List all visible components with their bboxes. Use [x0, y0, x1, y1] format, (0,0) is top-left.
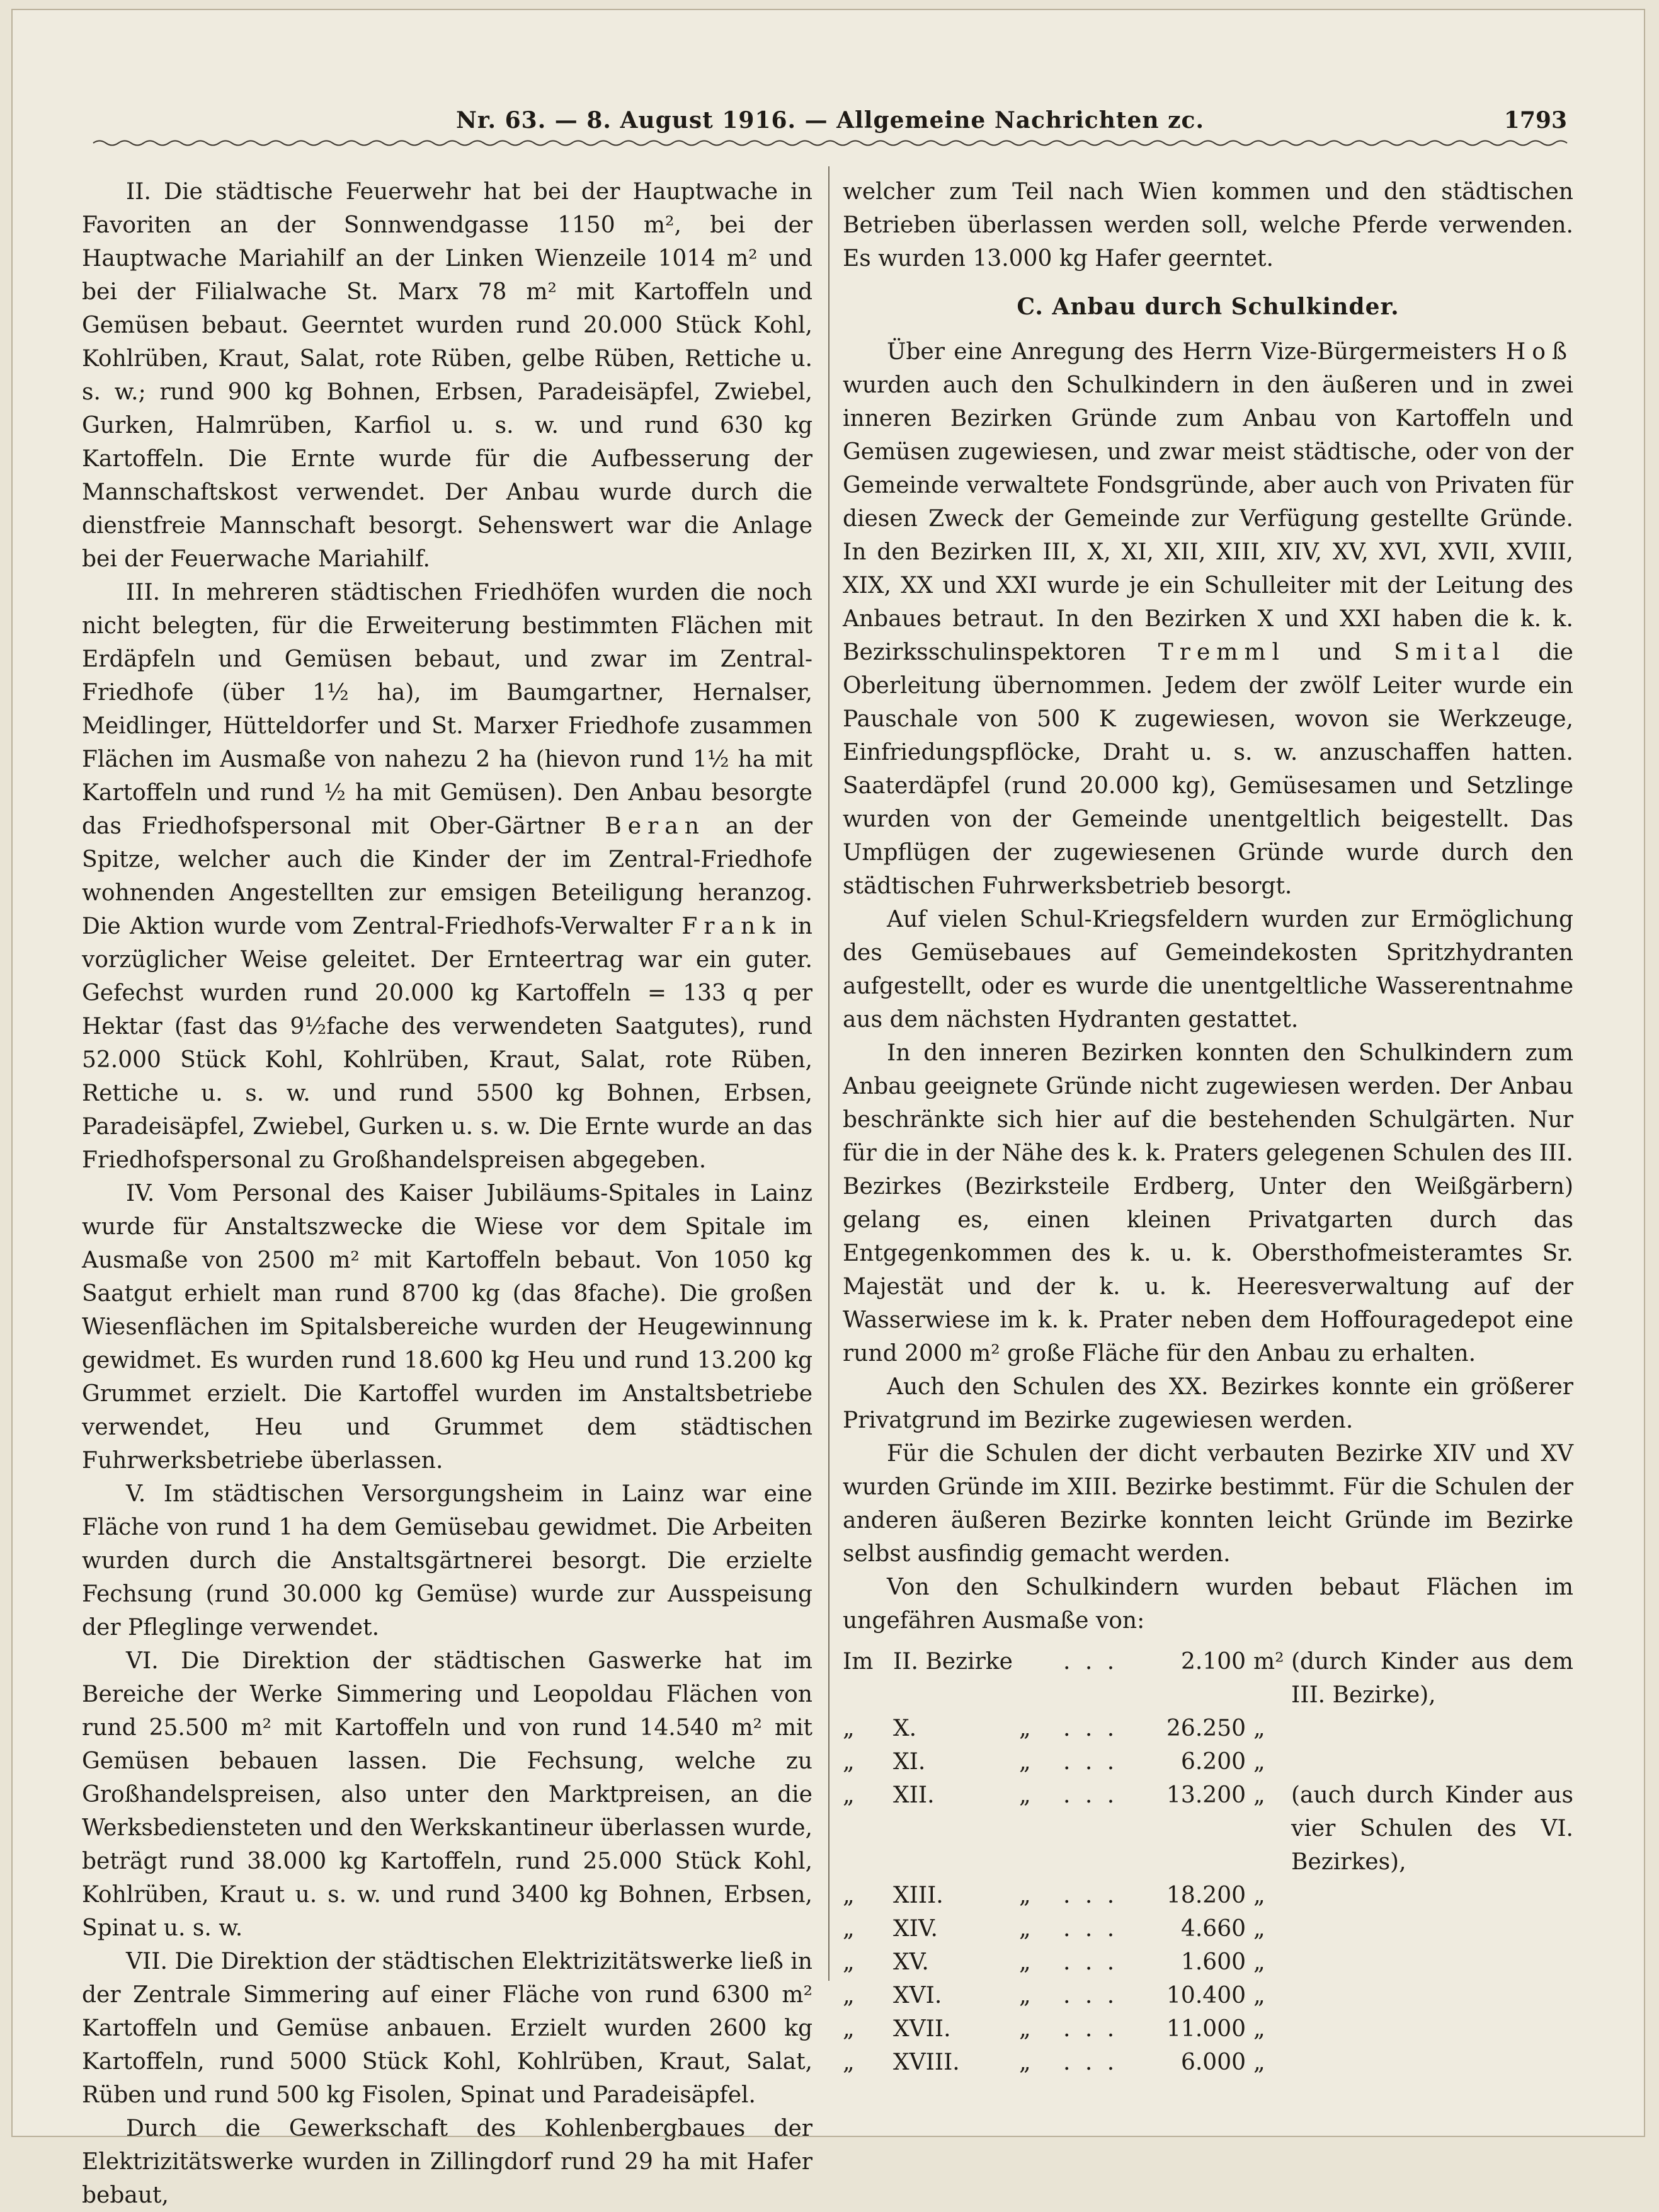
paragraph-continuation: welcher zum Teil nach Wien kommen und den städtischen Betrieben überlassen werden soll, welche Pferde verwenden. Es wurden 13.000 kg Hafer geerntet. — [843, 179, 1573, 272]
ditto-mark: „ — [1019, 1949, 1031, 1975]
district-label: XVIII. — [893, 2049, 960, 2075]
paragraph-text: die Oberleitung übernommen. Jedem der zwölf Leiter wurde ein Pauschale von 500 K zugewiesen, wovon sie Werkzeuge, Einfriedungspflöcke, Draht u. s. w. anzuschaffen hatten. Saaterdäpfel (rund 20.000 kg), Gemüsesamen und Setzlinge wurden von der Gemeinde unentgeltlich beigestellt. Das Umpflügen der zugewiesenen Gründe wurde durch den städtischen Fuhrwerksbetrieb besorgt. — [843, 639, 1573, 899]
district-label: XIII. — [893, 1882, 944, 1908]
issue-date: 8. August 1916. — [586, 107, 797, 134]
table-row — [843, 1779, 1573, 1879]
header-title-line — [93, 107, 1567, 134]
row-prefix: „ — [843, 1749, 855, 1775]
area-unit: „ — [1253, 1782, 1265, 1808]
leader-dots: . . . — [1063, 1882, 1119, 1908]
ditto-mark: „ — [1019, 1782, 1031, 1808]
row-prefix: „ — [843, 2016, 855, 2042]
person-name: Tremml — [1158, 639, 1286, 665]
leader-dots: . . . — [1063, 2016, 1119, 2042]
table-row — [843, 2046, 1573, 2079]
paragraph-power-plants: VII. Die Direktion der städtischen Elektrizitätswerke ließ in der Zentrale Simmering auf einer Fläche von rund 6300 m² Kartoffeln und Gemüse anbauen. Erzielt wurden 2600 kg Kartoffeln, rund 5000 Stück Kohl, Kohlrüben, Kraut, Salat, Rüben und rund 500 kg Fisolen, Spinat und Paradeisäpfel. — [82, 1949, 812, 2108]
area-unit: „ — [1253, 1983, 1265, 2009]
header-dash: — — [554, 107, 587, 134]
district-label: XIV. — [893, 1916, 938, 1942]
paragraph-text: und — [1318, 639, 1362, 665]
paragraph-hospital: IV. Vom Personal des Kaiser Jubiläums-Spitales in Lainz wurde für Anstaltszwecke die Wiese vor dem Spitale im Ausmaße von 2500 m² mit Kartoffeln bebaut. Von 1050 kg Saatgut erhielt man rund 8700 kg (das 8fache). Die großen Wiesenflächen im Spitalsbereiche wurden der Heugewinnung gewidmet. Es wurden rund 18.600 kg Heu und rund 13.200 kg Grummet erzielt. Die Kartoffel wurden im Anstaltsbetriebe verwendet, Heu und Grummet dem städtischen Fuhrwerksbetriebe überlassen. — [82, 1181, 812, 1474]
paragraph-text: III. In mehreren städtischen Friedhöfen wurden die noch nicht belegten, für die Erweiterung bestimmten Flächen mit Erdäpfeln und Gemüsen bebaut, und zwar im Zentral-Friedhofe (über 1½ ha), im Baumgartner, Hernalser, Meidlinger, Hütteldorfer und St. Marxer Friedhofe zusammen Flächen im Ausmaße von nahezu 2 ha (hievon rund 1½ ha mit Kartoffeln und rund ½ ha mit Gemüsen). Den Anbau besorgte das Friedhofspersonal mit Ober-Gärtner — [82, 580, 812, 839]
page-number: 1793 — [1503, 107, 1567, 134]
row-note: (durch Kinder aus dem III. Bezirke), — [1291, 1649, 1573, 1708]
leader-dots: . . . — [1063, 1649, 1119, 1675]
area-value: 18.200 — [1166, 1882, 1246, 1908]
ditto-mark: „ — [1019, 2016, 1031, 2042]
table-row — [843, 2012, 1573, 2046]
row-prefix: „ — [843, 1882, 855, 1908]
paragraph-districts-xiv-xv: Für die Schulen der dicht verbauten Bezirke XIV und XV wurden Gründe im XIII. Bezirke bestimmt. Für die Schulen der anderen äußeren Bezirke konnten leicht Gründe im Bezirke selbst ausfindig gemacht werden. — [843, 1441, 1573, 1567]
paragraph-text: wurden auch den Schulkindern in den äußeren und in zwei inneren Bezirken Gründe zum Anbau von Kartoffeln und Gemüsen zugewiesen, und zwar meist städtische, oder von der Gemeinde verwaltete Fondsgründe, aber auch von Privaten für diesen Zweck der Gemeinde zur Verfügung gestellte Gründe. In den Bezirken III, X, XI, XII, XIII, XIV, XV, XVI, XVII, XVIII, XIX, XX und XXI wurde je ein Schulleiter mit der Leitung des Anbaues betraut. In den Bezirken X und XXI haben die k. k. Bezirksschulinspektoren — [843, 372, 1573, 665]
table-row — [843, 1979, 1573, 2012]
area-unit: „ — [1253, 1916, 1265, 1942]
area-value: 10.400 — [1166, 1983, 1246, 2009]
paragraph-district-xx: Auch den Schulen des XX. Bezirkes konnte ein größerer Privatgrund im Bezirke zugewiesen werden. — [843, 1374, 1573, 1433]
table-row — [843, 1946, 1573, 1979]
district-label: XVI. — [893, 1983, 942, 2009]
table-row — [843, 1745, 1573, 1779]
row-prefix: „ — [843, 1949, 855, 1975]
header-dash: — — [804, 107, 837, 134]
paragraph-fire-brigade: II. Die städtische Feuerwehr hat bei der Hauptwache in Favoriten an der Sonnwendgasse 1150 m², bei der Hauptwache Mariahilf an der Linken Wienzeile 1014 m² und bei der Filialwache St. Marx 78 m² mit Kartoffeln und Gemüsen bebaut. Geerntet wurden rund 20.000 Stück Kohl, Kohlrüben, Kraut, Salat, rote Rüben, gelbe Rüben, Rettiche u. s. w.; rund 900 kg Bohnen, Erbsen, Paradeisäpfel, Zwiebel, Gurken, Halmrüben, Karfiol u. s. w. und rund 630 kg Kartoffeln. Die Ernte wurde für die Aufbesserung der Mannschaftskost verwendet. Der Anbau wurde durch die dienstfreie Mannschaft besorgt. Sehenswert war die Anlage bei der Feuerwache Mariahilf. — [82, 179, 812, 572]
leader-dots: . . . — [1063, 1716, 1119, 1741]
area-value: 2.100 — [1180, 1649, 1246, 1675]
paragraph-schoolchildren — [843, 335, 1573, 903]
leader-dots: . . . — [1063, 1983, 1119, 2009]
leader-dots: . . . — [1063, 1916, 1119, 1942]
person-name: Frank — [681, 914, 782, 939]
section-title: Allgemeine Nachrichten zc. — [836, 107, 1205, 134]
paragraph-text: Über eine Anregung des Herrn Vize-Bürgermeisters — [887, 339, 1497, 365]
paragraph-coal-mining: Durch die Gewerkschaft des Kohlenbergbaues der Elektrizitätswerke wurden in Zillingdorf rund 29 ha mit Hafer bebaut, — [82, 2116, 812, 2208]
paragraph-inner-districts: In den inneren Bezirken konnten den Schulkindern zum Anbau geeignete Gründe nicht zugewiesen werden. Der Anbau beschränkte sich hier auf die bestehenden Schulgärten. Nur für die in der Nähe des k. k. Praters gelegenen Schulen des III. Bezirkes (Bezirksteile Erdberg, Unter den Weißgärbern) gelang es, einen kleinen Privatgarten durch das Entgegenkommen des k. u. k. Obersthofmeisteramtes Sr. Majestät und der k. u. k. Heeresverwaltung auf der Wasserwiese im k. k. Prater neben dem Hoffouragedepot eine rund 2000 m² große Fläche für den Anbau zu erhalten. — [843, 1040, 1573, 1367]
leader-dots: . . . — [1063, 1782, 1119, 1808]
row-prefix: „ — [843, 1782, 855, 1808]
left-column — [82, 175, 813, 2208]
ditto-mark: „ — [1019, 1749, 1031, 1775]
area-value: 6.200 — [1180, 1749, 1246, 1775]
area-value: 4.660 — [1180, 1916, 1246, 1942]
leader-dots: . . . — [1063, 1749, 1119, 1775]
paragraph-care-home: V. Im städtischen Versorgungsheim in Lainz war eine Fläche von rund 1 ha dem Gemüsebau gewidmet. Die Arbeiten wurden durch die Anstaltsgärtnerei besorgt. Die erzielte Fechsung (rund 30.000 kg Gemüse) wurde zur Ausspeisung der Pfleglinge verwendet. — [82, 1481, 812, 1641]
paragraph-hydrants: Auf vielen Schul-Kriegsfeldern wurden zur Ermöglichung des Gemüsebaues auf Gemeindekosten Spritzhydranten aufgestellt, oder es wurde die unentgeltliche Wasserentnahme aus dem nächsten Hydranten gestattet. — [843, 907, 1573, 1033]
table-row — [843, 1645, 1573, 1712]
district-label: XVII. — [893, 2016, 951, 2042]
section-heading: C. Anbau durch Schulkinder. — [1017, 294, 1400, 320]
district-label: X. — [893, 1716, 917, 1741]
area-unit: m² — [1253, 1649, 1284, 1675]
district-label: XV. — [893, 1949, 929, 1975]
area-unit: „ — [1253, 1716, 1265, 1741]
ditto-mark: „ — [1019, 2049, 1031, 2075]
district-label: XII. — [893, 1782, 935, 1808]
header-wavy-rule — [93, 139, 1567, 147]
area-value: 26.250 — [1166, 1716, 1246, 1741]
area-unit: „ — [1253, 1749, 1265, 1775]
person-name: Hoß — [1505, 339, 1573, 365]
right-column — [843, 175, 1573, 2098]
person-name: Beran — [605, 813, 705, 839]
area-value: 6.000 — [1180, 2049, 1246, 2075]
row-prefix: „ — [843, 1983, 855, 2009]
area-value: 13.200 — [1166, 1782, 1246, 1808]
paragraph-text: an der Spitze, welcher auch die Kinder der im Zentral-Friedhofe wohnenden Angestellten zur emsigen Beteiligung heranzog. Die Aktion wurde vom Zentral-Friedhofs-Verwalter — [82, 813, 813, 939]
paragraph-area-intro: Von den Schulkindern wurden bebaut Flächen im ungefähren Ausmaße von: — [843, 1574, 1573, 1634]
area-value: 11.000 — [1166, 2016, 1246, 2042]
area-unit: „ — [1253, 1949, 1265, 1975]
ditto-mark: „ — [1019, 1882, 1031, 1908]
area-statistics-table — [843, 1645, 1573, 2079]
table-row — [843, 1712, 1573, 1745]
ditto-mark: „ — [1019, 1916, 1031, 1942]
newspaper-page — [11, 9, 1645, 2208]
column-divider — [828, 166, 830, 1981]
row-prefix: „ — [843, 1716, 855, 1741]
leader-dots: . . . — [1063, 2049, 1119, 2075]
area-value: 1.600 — [1180, 1949, 1246, 1975]
ditto-mark: „ — [1019, 1983, 1031, 2009]
issue-number: Nr. 63. — [455, 107, 547, 134]
area-unit: „ — [1253, 2016, 1265, 2042]
area-unit: „ — [1253, 2049, 1265, 2075]
row-prefix: „ — [843, 2049, 855, 2075]
district-label: II. Bezirke — [893, 1649, 1013, 1675]
row-note: (auch durch Kinder aus vier Schulen des VI. Bezirkes), — [1291, 1782, 1573, 1875]
table-row — [843, 1912, 1573, 1946]
table-row — [843, 1879, 1573, 1912]
paragraph-text: in vorzüglicher Weise geleitet. Der Ernteertrag war ein guter. Gefechst wurden rund 20.000 kg Kartoffeln = 133 q per Hektar (fast das 9½fache des verwendeten Saatgutes), rund 52.000 Stück Kohl, Kohlrüben, Kraut, Salat, rote Rüben, Rettiche u. s. w. und rund 5500 kg Bohnen, Erbsen, Paradeisäpfel, Zwiebel, Gurken u. s. w. Die Ernte wurde an das Friedhofspersonal zu Großhandelspreisen abgegeben. — [82, 914, 812, 1173]
area-unit: „ — [1253, 1882, 1265, 1908]
paragraph-cemeteries — [82, 576, 812, 1177]
paragraph-gasworks: VI. Die Direktion der städtischen Gaswerke hat im Bereiche der Werke Simmering und Leopoldau Flächen von rund 25.500 m² mit Kartoffeln und von rund 14.540 m² mit Gemüsen bebauen lassen. Die Fechsung, welche zu Großhandelspreisen, also unter den Marktpreisen, an die Werksbediensteten und den Werkskantineur überlassen wurde, beträgt rund 38.000 kg Kartoffeln, rund 25.000 Stück Kohl, Kohlrüben, Kraut u. s. w. und rund 3400 kg Bohnen, Erbsen, Spinat u. s. w. — [82, 1648, 812, 1941]
row-prefix: „ — [843, 1916, 855, 1942]
ditto-mark: „ — [1019, 1716, 1031, 1741]
page-header — [93, 103, 1567, 141]
leader-dots: . . . — [1063, 1949, 1119, 1975]
district-label: XI. — [893, 1749, 926, 1775]
row-prefix: Im — [843, 1649, 874, 1675]
person-name: Smital — [1394, 639, 1506, 665]
